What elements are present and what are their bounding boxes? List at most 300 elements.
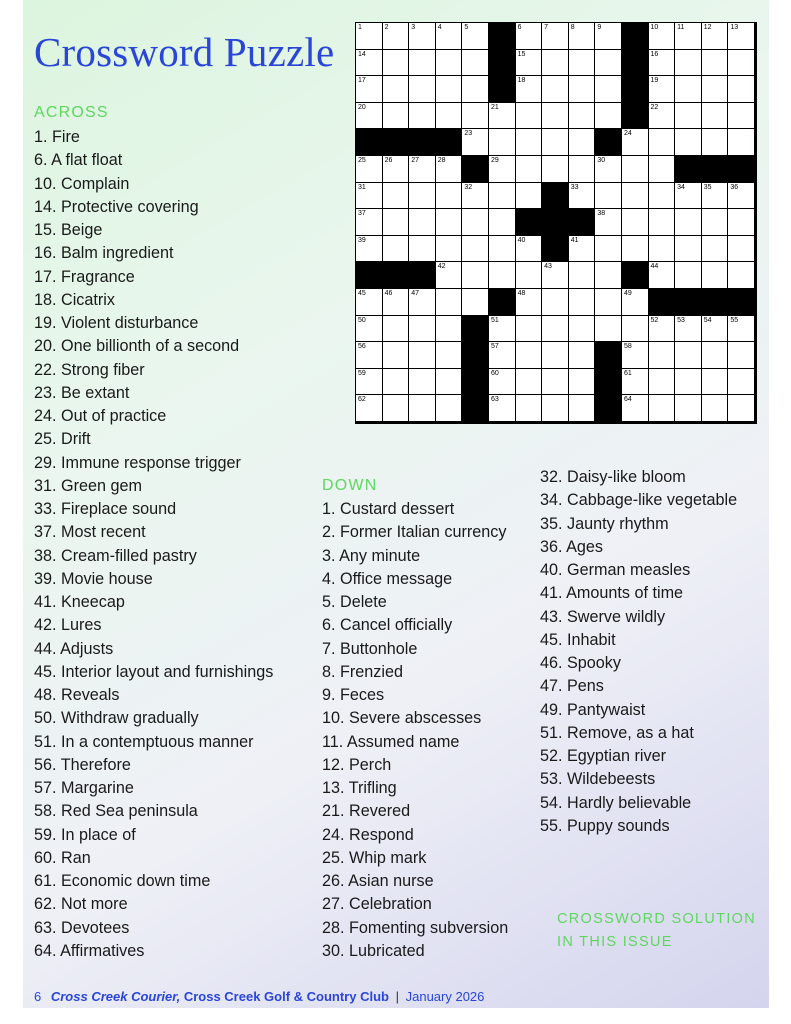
grid-cell[interactable]: [569, 289, 596, 316]
grid-cell[interactable]: [489, 156, 516, 183]
grid-cell[interactable]: [542, 262, 569, 289]
clue-item: 60. Ran: [34, 848, 91, 867]
grid-cell[interactable]: [622, 342, 649, 369]
clue-item: 16. Balm ingredient: [34, 244, 174, 263]
grid-cell[interactable]: [622, 209, 649, 236]
grid-cell[interactable]: [649, 76, 676, 103]
grid-block-cell: [622, 262, 649, 289]
grid-cell[interactable]: [383, 316, 410, 343]
clue-item: 15. Beige: [34, 221, 103, 239]
clue-item: 18. Cicatrix: [34, 290, 115, 309]
clue-item: 8. Frenzied: [322, 662, 403, 681]
grid-cell[interactable]: [728, 183, 755, 210]
clue-item: 39. Movie house: [34, 569, 153, 588]
grid-cell[interactable]: [462, 209, 489, 236]
clue-number: 51: [490, 316, 499, 324]
grid-cell[interactable]: [516, 369, 543, 396]
grid-cell[interactable]: [728, 236, 755, 263]
grid-cell[interactable]: [702, 316, 729, 343]
clue-item: 21. Revered: [322, 802, 411, 821]
clue-item: 52. Egyptian river: [540, 747, 666, 765]
grid-cell[interactable]: [383, 76, 410, 103]
clue-item: 50. Withdraw gradually: [34, 709, 199, 728]
grid-cell[interactable]: [409, 76, 436, 103]
grid-cell[interactable]: [595, 236, 622, 263]
grid-block-cell: [675, 156, 702, 183]
grid-cell[interactable]: [356, 395, 383, 422]
grid-cell[interactable]: [569, 103, 596, 130]
clue-item: 53. Wildebeests: [540, 770, 656, 789]
grid-block-cell: [462, 316, 489, 343]
clue-item: 35. Jaunty rhythm: [540, 514, 669, 533]
clue-number: 7: [544, 24, 549, 31]
grid-cell[interactable]: [409, 316, 436, 343]
grid-cell[interactable]: [489, 262, 516, 289]
clue-item: 14. Protective covering: [34, 197, 199, 216]
grid-cell[interactable]: [649, 316, 676, 343]
grid-cell[interactable]: [516, 183, 543, 210]
grid-cell[interactable]: [409, 50, 436, 77]
grid-cell[interactable]: [462, 103, 489, 130]
grid-cell[interactable]: [675, 103, 702, 130]
grid-cell[interactable]: [542, 23, 569, 50]
clue-item: 51. Remove, as a hat: [540, 723, 694, 742]
clue-item: 44. Adjusts: [34, 639, 114, 658]
grid-cell[interactable]: [516, 76, 543, 103]
grid-cell[interactable]: [675, 209, 702, 236]
clue-number: 8: [570, 24, 575, 31]
grid-cell[interactable]: [542, 103, 569, 130]
grid-cell[interactable]: [383, 369, 410, 396]
grid-cell[interactable]: [702, 23, 729, 50]
grid-cell[interactable]: [356, 316, 383, 343]
grid-cell[interactable]: [436, 369, 463, 396]
clue-item: 41. Kneecap: [34, 593, 125, 611]
clue-number: 59: [358, 369, 366, 377]
clue-item: 47. Pens: [540, 677, 604, 696]
clue-item: 3. Any minute: [322, 546, 421, 565]
grid-block-cell: [569, 209, 596, 236]
down-clue-list-2: [540, 466, 737, 838]
grid-cell[interactable]: [436, 50, 463, 77]
grid-cell[interactable]: [462, 129, 489, 156]
grid-cell[interactable]: [436, 262, 463, 289]
grid-block-cell: [356, 129, 383, 156]
clue-number: 40: [517, 236, 526, 244]
grid-cell[interactable]: [516, 395, 543, 422]
grid-cell[interactable]: [649, 183, 676, 210]
grid-cell[interactable]: [356, 369, 383, 396]
grid-cell[interactable]: [622, 289, 649, 316]
grid-cell[interactable]: [516, 129, 543, 156]
grid-block-cell: [516, 209, 543, 236]
grid-cell[interactable]: [542, 342, 569, 369]
grid-cell[interactable]: [516, 50, 543, 77]
grid-cell[interactable]: [409, 183, 436, 210]
grid-cell[interactable]: [622, 316, 649, 343]
grid-cell[interactable]: [516, 289, 543, 316]
grid-cell[interactable]: [595, 289, 622, 316]
grid-block-cell: [462, 369, 489, 396]
grid-cell[interactable]: [489, 395, 516, 422]
clue-number: 12: [703, 24, 712, 31]
grid-block-cell: [728, 289, 755, 316]
grid-cell[interactable]: [595, 23, 622, 50]
clue-number: 2: [384, 24, 389, 31]
grid-cell[interactable]: [649, 50, 676, 77]
grid-cell[interactable]: [383, 395, 410, 422]
grid-cell[interactable]: [649, 209, 676, 236]
clue-number: 4: [437, 24, 442, 31]
clue-item: 41. Amounts of time: [540, 584, 684, 603]
grid-cell[interactable]: [569, 262, 596, 289]
grid-cell[interactable]: [728, 50, 755, 77]
grid-cell[interactable]: [649, 236, 676, 263]
grid-cell[interactable]: [516, 236, 543, 263]
clue-item: 20. One billionth of a second: [34, 337, 240, 356]
grid-cell[interactable]: [702, 236, 729, 263]
grid-cell[interactable]: [728, 76, 755, 103]
grid-cell[interactable]: [622, 129, 649, 156]
grid-cell[interactable]: [462, 50, 489, 77]
grid-cell[interactable]: [622, 156, 649, 183]
grid-cell[interactable]: [436, 209, 463, 236]
grid-cell[interactable]: [649, 103, 676, 130]
solution-note-line-1: CROSSWORD SOLUTION: [557, 911, 757, 927]
grid-cell[interactable]: [356, 103, 383, 130]
grid-cell[interactable]: [356, 156, 383, 183]
grid-cell[interactable]: [462, 236, 489, 263]
grid-cell[interactable]: [595, 316, 622, 343]
grid-cell[interactable]: [383, 236, 410, 263]
grid-cell[interactable]: [728, 342, 755, 369]
grid-cell[interactable]: [569, 183, 596, 210]
grid-cell[interactable]: [383, 342, 410, 369]
grid-cell[interactable]: [649, 395, 676, 422]
grid-cell[interactable]: [675, 395, 702, 422]
down-heading: DOWN: [322, 477, 378, 494]
grid-cell[interactable]: [675, 129, 702, 156]
clue-item: 36. Ages: [540, 537, 604, 556]
grid-cell[interactable]: [356, 50, 383, 77]
clue-number: 47: [411, 289, 419, 297]
clue-item: 17. Fragrance: [34, 267, 135, 286]
grid-block-cell: [542, 236, 569, 263]
grid-cell[interactable]: [516, 103, 543, 130]
grid-cell[interactable]: [649, 342, 676, 369]
clue-number: 55: [730, 316, 739, 324]
clue-item: 1. Fire: [34, 128, 80, 146]
clue-item: 54. Hardly believable: [540, 793, 692, 812]
grid-cell[interactable]: [516, 262, 543, 289]
grid-cell[interactable]: [595, 156, 622, 183]
clue-number: 14: [358, 50, 366, 58]
grid-cell[interactable]: [569, 129, 596, 156]
grid-cell[interactable]: [569, 23, 596, 50]
clue-item: 2. Former Italian currency: [322, 523, 507, 542]
grid-cell[interactable]: [622, 395, 649, 422]
grid-cell[interactable]: [702, 103, 729, 130]
grid-cell[interactable]: [462, 262, 489, 289]
grid-cell[interactable]: [569, 156, 596, 183]
grid-cell[interactable]: [516, 23, 543, 50]
clue-item: 45. Inhabit: [540, 630, 616, 649]
grid-cell[interactable]: [702, 369, 729, 396]
grid-cell[interactable]: [595, 262, 622, 289]
clue-number: 18: [517, 77, 526, 85]
publication-name: Cross Creek Courier,: [50, 989, 181, 1004]
clue-number: 29: [490, 156, 499, 164]
grid-cell[interactable]: [728, 369, 755, 396]
grid-cell[interactable]: [675, 262, 702, 289]
grid-cell[interactable]: [595, 183, 622, 210]
clue-item: 42. Lures: [34, 616, 102, 635]
issue-date: January 2026: [405, 989, 485, 1004]
grid-cell[interactable]: [675, 369, 702, 396]
grid-block-cell: [489, 76, 516, 103]
clue-number: 45: [358, 289, 366, 297]
clue-number: 53: [677, 316, 685, 324]
clue-item: 45. Interior layout and furnishings: [34, 662, 274, 681]
across-heading: ACROSS: [34, 104, 109, 121]
clue-number: 60: [490, 369, 499, 377]
grid-cell[interactable]: [356, 236, 383, 263]
grid-cell[interactable]: [409, 23, 436, 50]
grid-cell[interactable]: [462, 289, 489, 316]
clue-item: 32. Daisy-like bloom: [540, 468, 686, 486]
clue-item: 10. Severe abscesses: [322, 709, 482, 728]
grid-cell[interactable]: [383, 209, 410, 236]
grid-cell[interactable]: [516, 342, 543, 369]
grid-cell[interactable]: [383, 183, 410, 210]
grid-block-cell: [489, 50, 516, 77]
grid-cell[interactable]: [595, 209, 622, 236]
grid-cell[interactable]: [436, 23, 463, 50]
grid-cell[interactable]: [675, 342, 702, 369]
grid-block-cell: [542, 209, 569, 236]
grid-cell[interactable]: [356, 342, 383, 369]
clue-item: 22. Strong fiber: [34, 360, 145, 379]
grid-cell[interactable]: [675, 23, 702, 50]
grid-cell[interactable]: [622, 236, 649, 263]
grid-cell[interactable]: [409, 289, 436, 316]
grid-cell[interactable]: [462, 23, 489, 50]
grid-cell[interactable]: [489, 236, 516, 263]
clue-number: 64: [623, 396, 632, 404]
grid-cell[interactable]: [542, 50, 569, 77]
clue-number: 25: [358, 156, 366, 164]
grid-cell[interactable]: [569, 395, 596, 422]
grid-cell[interactable]: [409, 156, 436, 183]
grid-cell[interactable]: [675, 316, 702, 343]
grid-cell[interactable]: [489, 183, 516, 210]
clue-item: 55. Puppy sounds: [540, 816, 670, 835]
clue-item: 48. Reveals: [34, 686, 120, 704]
grid-cell[interactable]: [702, 262, 729, 289]
grid-cell[interactable]: [409, 395, 436, 422]
grid-cell[interactable]: [542, 395, 569, 422]
clue-number: 11: [677, 24, 685, 31]
page-footer: [34, 989, 484, 1004]
grid-cell[interactable]: [649, 23, 676, 50]
grid-cell[interactable]: [542, 369, 569, 396]
grid-cell[interactable]: [436, 156, 463, 183]
clue-item: 31. Green gem: [34, 476, 142, 495]
grid-cell[interactable]: [383, 23, 410, 50]
grid-cell[interactable]: [702, 209, 729, 236]
clue-item: 62. Not more: [34, 895, 128, 914]
grid-cell[interactable]: [702, 50, 729, 77]
grid-block-cell: [409, 129, 436, 156]
clue-item: 4. Office message: [322, 569, 453, 588]
grid-cell[interactable]: [383, 289, 410, 316]
grid-cell[interactable]: [436, 395, 463, 422]
grid-cell[interactable]: [569, 76, 596, 103]
grid-cell[interactable]: [728, 316, 755, 343]
grid-cell[interactable]: [728, 129, 755, 156]
grid-cell[interactable]: [489, 103, 516, 130]
grid-cell[interactable]: [622, 183, 649, 210]
grid-cell[interactable]: [675, 76, 702, 103]
grid-cell[interactable]: [595, 76, 622, 103]
grid-cell[interactable]: [542, 289, 569, 316]
clue-number: 44: [650, 263, 659, 271]
grid-block-cell: [622, 76, 649, 103]
clue-item: 25. Drift: [34, 430, 91, 449]
grid-cell[interactable]: [728, 209, 755, 236]
grid-cell[interactable]: [649, 369, 676, 396]
grid-cell[interactable]: [489, 342, 516, 369]
solution-note: [557, 908, 756, 954]
clue-number: 19: [650, 77, 659, 85]
grid-cell[interactable]: [409, 209, 436, 236]
grid-cell[interactable]: [489, 316, 516, 343]
grid-block-cell: [489, 289, 516, 316]
grid-cell[interactable]: [489, 369, 516, 396]
grid-block-cell: [595, 395, 622, 422]
grid-cell[interactable]: [702, 342, 729, 369]
grid-cell[interactable]: [702, 183, 729, 210]
grid-cell[interactable]: [383, 103, 410, 130]
grid-cell[interactable]: [356, 209, 383, 236]
clue-number: 20: [358, 103, 366, 111]
grid-cell[interactable]: [542, 129, 569, 156]
clue-number: 61: [623, 369, 632, 377]
grid-cell[interactable]: [409, 342, 436, 369]
down-clue-list-1: [322, 498, 508, 963]
clue-number: 3: [411, 24, 416, 31]
grid-block-cell: [409, 262, 436, 289]
grid-cell[interactable]: [569, 316, 596, 343]
grid-cell[interactable]: [436, 103, 463, 130]
grid-cell[interactable]: [542, 76, 569, 103]
grid-cell[interactable]: [595, 103, 622, 130]
grid-cell[interactable]: [542, 156, 569, 183]
clue-item: 6. Cancel officially: [322, 616, 453, 635]
grid-cell[interactable]: [569, 342, 596, 369]
clue-number: 37: [358, 210, 366, 218]
clue-number: 42: [437, 263, 446, 271]
grid-cell[interactable]: [569, 50, 596, 77]
grid-cell[interactable]: [516, 156, 543, 183]
grid-cell[interactable]: [356, 76, 383, 103]
grid-cell[interactable]: [675, 50, 702, 77]
grid-cell[interactable]: [649, 129, 676, 156]
grid-cell[interactable]: [649, 156, 676, 183]
grid-cell[interactable]: [728, 262, 755, 289]
clue-number: 39: [358, 236, 366, 244]
grid-cell[interactable]: [728, 23, 755, 50]
grid-cell[interactable]: [409, 236, 436, 263]
grid-cell[interactable]: [702, 129, 729, 156]
grid-cell[interactable]: [542, 316, 569, 343]
grid-cell[interactable]: [356, 289, 383, 316]
clue-item: 27. Celebration: [322, 895, 432, 914]
grid-cell[interactable]: [622, 369, 649, 396]
grid-cell[interactable]: [383, 156, 410, 183]
clue-item: 10. Complain: [34, 174, 130, 193]
grid-cell[interactable]: [436, 342, 463, 369]
grid-cell[interactable]: [436, 316, 463, 343]
grid-block-cell: [675, 289, 702, 316]
grid-block-cell: [622, 50, 649, 77]
grid-block-cell: [649, 289, 676, 316]
grid-cell[interactable]: [489, 209, 516, 236]
grid-block-cell: [489, 23, 516, 50]
grid-cell[interactable]: [516, 316, 543, 343]
grid-cell[interactable]: [383, 50, 410, 77]
clue-item: 19. Violent disturbance: [34, 314, 199, 332]
grid-cell[interactable]: [356, 183, 383, 210]
clue-item: 29. Immune response trigger: [34, 453, 241, 472]
grid-cell[interactable]: [436, 289, 463, 316]
clue-item: 59. In place of: [34, 825, 136, 844]
grid-cell[interactable]: [728, 103, 755, 130]
clue-number: 36: [730, 183, 739, 191]
grid-cell[interactable]: [436, 183, 463, 210]
grid-cell[interactable]: [728, 395, 755, 422]
crossword-grid: [355, 22, 757, 424]
grid-cell[interactable]: [675, 236, 702, 263]
clue-number: 50: [358, 316, 366, 324]
grid-cell[interactable]: [569, 369, 596, 396]
grid-cell[interactable]: [462, 76, 489, 103]
grid-block-cell: [462, 395, 489, 422]
grid-cell[interactable]: [356, 23, 383, 50]
grid-block-cell: [622, 23, 649, 50]
grid-block-cell: [462, 342, 489, 369]
grid-cell[interactable]: [569, 236, 596, 263]
clue-number: 32: [464, 183, 473, 191]
grid-cell[interactable]: [436, 236, 463, 263]
grid-cell[interactable]: [595, 50, 622, 77]
grid-cell[interactable]: [462, 183, 489, 210]
grid-cell[interactable]: [409, 103, 436, 130]
clue-number: 63: [490, 396, 499, 404]
grid-cell[interactable]: [702, 76, 729, 103]
grid-cell[interactable]: [409, 369, 436, 396]
clue-number: 58: [623, 343, 632, 351]
grid-cell[interactable]: [436, 76, 463, 103]
grid-cell[interactable]: [675, 183, 702, 210]
grid-cell[interactable]: [489, 129, 516, 156]
clue-item: 40. German measles: [540, 561, 691, 579]
clue-number: 21: [490, 103, 499, 111]
clue-number: 30: [597, 156, 606, 164]
grid-cell[interactable]: [649, 262, 676, 289]
grid-cell[interactable]: [702, 395, 729, 422]
clue-item: 26. Asian nurse: [322, 872, 434, 890]
